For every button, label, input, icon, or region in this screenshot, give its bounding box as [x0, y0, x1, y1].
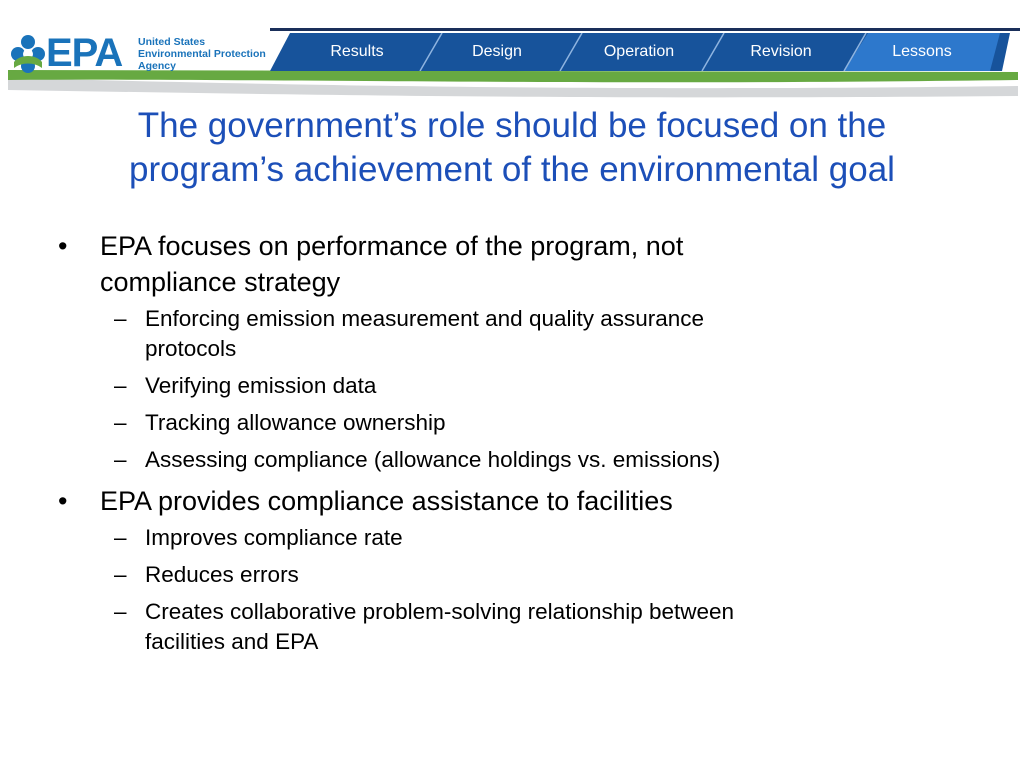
sub-item — [58, 445, 958, 475]
dash-marker: – — [114, 562, 127, 587]
bullet-text-cont: compliance strategy — [100, 267, 341, 297]
sub-item — [58, 304, 958, 364]
sub-item — [58, 597, 958, 657]
agency-line-1: United States — [138, 36, 206, 48]
agency-name — [138, 36, 278, 72]
sub-item — [58, 408, 958, 438]
slide-title-line-2: program’s achievement of the environmental goal — [129, 150, 895, 189]
sub-text: Tracking allowance ownership — [145, 410, 446, 435]
bullet-marker: • — [58, 231, 68, 261]
tab-design[interactable]: Design — [472, 43, 522, 60]
tab-results[interactable]: Results — [330, 43, 384, 60]
epa-logo-letters: EPA — [46, 31, 123, 75]
sub-text: Creates collaborative problem-solving relationship between — [145, 599, 735, 624]
slide-body — [58, 228, 958, 665]
sub-list — [58, 304, 958, 475]
sub-text-cont: protocols — [145, 336, 237, 361]
sub-item — [58, 523, 958, 553]
dash-marker: – — [114, 306, 127, 331]
agency-line-3: Agency — [138, 60, 176, 72]
bullet-item — [58, 228, 958, 300]
slide-title — [40, 104, 984, 192]
sub-text: Assessing compliance (allowance holdings vs. emissions) — [145, 447, 721, 472]
tab-operation[interactable]: Operation — [603, 43, 675, 60]
sub-list — [58, 523, 958, 657]
epa-logo[interactable] — [8, 31, 270, 75]
tab-lessons[interactable]: Lessons — [892, 43, 952, 60]
sub-text: Reduces errors — [145, 562, 299, 587]
sub-text-cont: facilities and EPA — [145, 629, 319, 654]
tab-revision[interactable]: Revision — [750, 43, 812, 60]
agency-line-2: Environmental Protection — [138, 48, 266, 60]
header — [0, 0, 1024, 100]
sub-text: Enforcing emission measurement and quality assurance — [145, 306, 705, 331]
dash-marker: – — [114, 410, 127, 435]
dash-marker: – — [114, 525, 127, 550]
slide-title-line-1: The government’s role should be focused on the — [137, 106, 887, 145]
sub-text: Improves compliance rate — [145, 525, 403, 550]
bullet-text: EPA provides compliance assistance to facilities — [100, 486, 673, 516]
nav-tabs — [270, 33, 1010, 71]
sub-item — [58, 560, 958, 590]
dash-marker: – — [114, 599, 127, 624]
dash-marker: – — [114, 447, 127, 472]
dash-marker: – — [114, 373, 127, 398]
sub-text: Verifying emission data — [145, 373, 377, 398]
epa-flower-icon — [8, 34, 48, 74]
sub-item — [58, 371, 958, 401]
bullet-marker: • — [58, 486, 68, 516]
bullet-item — [58, 483, 958, 519]
bullet-text: EPA focuses on performance of the program, not — [100, 231, 684, 261]
